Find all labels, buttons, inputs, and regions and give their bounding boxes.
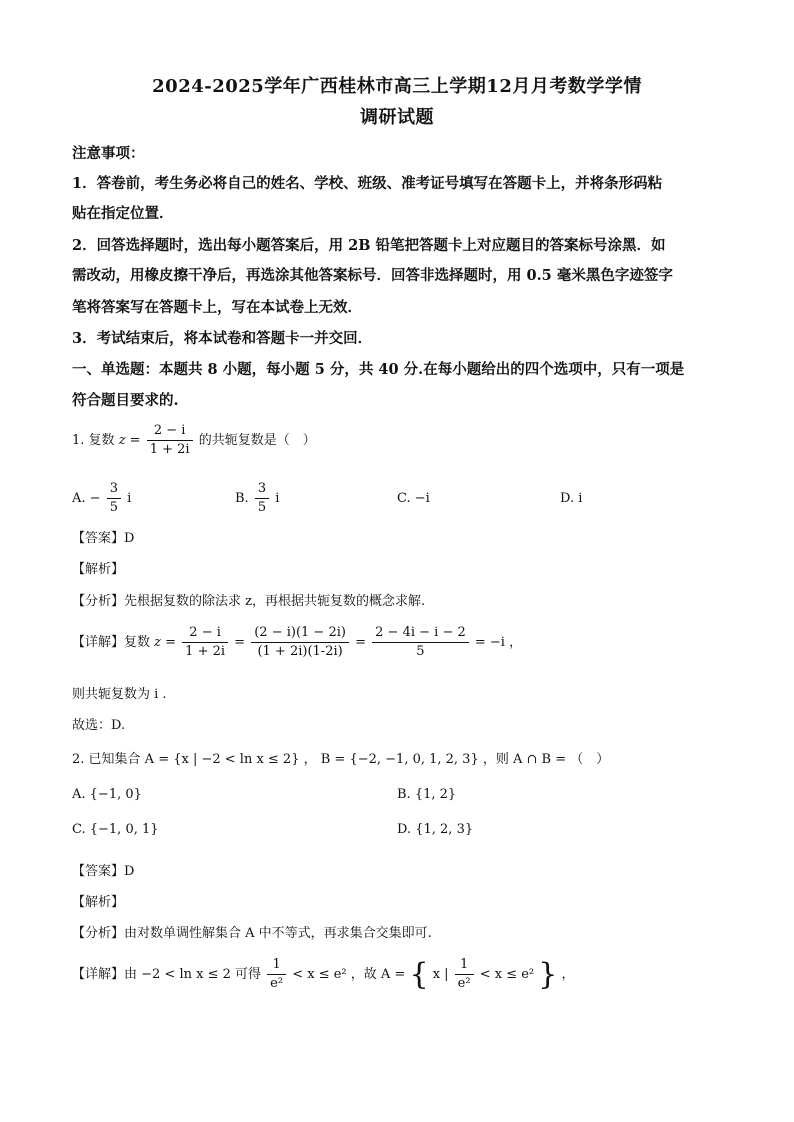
q2-set-frac-den: e² bbox=[457, 976, 471, 991]
q1-detail-result: = −i ， bbox=[474, 635, 523, 650]
q1-option-a bbox=[72, 480, 131, 517]
q1-detail-fraction-1 bbox=[182, 624, 228, 661]
q2-set-fraction bbox=[455, 956, 474, 993]
q2-detail-frac-den: e² bbox=[270, 976, 284, 991]
q1-suffix: 的共轭复数是（ ） bbox=[198, 433, 316, 448]
q1-option-c: C. −i bbox=[397, 491, 430, 506]
q1-detail-fraction-3 bbox=[372, 624, 469, 661]
q1-detail-f3-den: 5 bbox=[416, 644, 425, 659]
q1-option-a-num: 3 bbox=[107, 480, 121, 499]
q1-prefix: 1. 复数 bbox=[72, 433, 115, 448]
q2-set-left-brace: { bbox=[409, 957, 429, 992]
q1-denominator: 1 + 2i bbox=[149, 442, 190, 457]
q1-detail-f1-num: 2 − i bbox=[182, 624, 228, 643]
q1-numerator: 2 − i bbox=[147, 422, 193, 441]
q2-fenxi: 【分析】由对数单调性解集合 A 中不等式，再求集合交集即可. bbox=[72, 926, 432, 941]
q1-detail-prefix: 【详解】复数 bbox=[72, 635, 151, 650]
q1-option-a-den: 5 bbox=[109, 500, 118, 515]
q1-option-a-fraction bbox=[107, 480, 121, 517]
q1-detail-f3-num: 2 − 4i − i − 2 bbox=[372, 624, 469, 643]
q1-choice: 故选：D. bbox=[72, 718, 126, 733]
q1-option-b-den: 5 bbox=[257, 500, 267, 515]
q1-option-d: D. i bbox=[560, 491, 583, 506]
q1-stem bbox=[72, 422, 316, 459]
q2-detail-b: < x ≤ e² ，故 A = bbox=[292, 967, 406, 982]
q2-set-frac-num: 1 bbox=[455, 956, 474, 975]
q1-option-b-i: i bbox=[275, 491, 280, 506]
q1-option-b bbox=[235, 480, 279, 517]
q1-option-a-i: i bbox=[127, 491, 132, 506]
q1-detail-fraction-2 bbox=[251, 624, 349, 661]
q2-set-x: x | bbox=[432, 967, 449, 982]
section-1-line-a: 一、单选题：本题共 8 小题，每小题 5 分，共 40 分.在每小题给出的四个选项中，只有一项是 bbox=[72, 361, 685, 378]
notice-item-2a: 2．回答选择题时，选出每小题答案后，用 2B 铅笔把答题卡上对应题目的答案标号涂黑．如 bbox=[72, 237, 666, 254]
q2-stem: 2. 已知集合 A = {x | −2 < ln x ≤ 2} ， B = {−2, −1, 0, 1, 2, 3} ，则 A ∩ B = （ ） bbox=[72, 752, 610, 767]
q1-option-b-num: 3 bbox=[255, 480, 269, 499]
q1-option-a-label: A. bbox=[72, 491, 86, 506]
title-line-1: 2024-2025学年广西桂林市高三上学期12月月考数学学情 bbox=[152, 76, 642, 97]
q1-analysis: 【解析】 bbox=[72, 562, 125, 577]
q2-answer: 【答案】D bbox=[72, 864, 135, 879]
q2-option-c: C. {−1, 0, 1} bbox=[72, 822, 159, 837]
q2-analysis: 【解析】 bbox=[72, 895, 125, 910]
section-1-line-b: 符合题目要求的. bbox=[72, 392, 179, 409]
q1-detail-eq-2: = bbox=[355, 635, 366, 650]
q2-detail bbox=[72, 956, 575, 993]
q2-option-a: A. {−1, 0} bbox=[72, 787, 142, 802]
q1-fenxi: 【分析】先根据复数的除法求 z，再根据共轭复数的概念求解. bbox=[72, 594, 426, 609]
q1-detail-f1-den: 1 + 2i bbox=[185, 644, 226, 659]
notice-item-3: 3．考试结束后，将本试卷和答题卡一并交回． bbox=[72, 330, 373, 347]
q1-detail-f2-den: (1 + 2i)(1-2i) bbox=[257, 644, 343, 659]
notice-heading: 注意事项： bbox=[72, 145, 145, 162]
q1-detail bbox=[72, 624, 522, 661]
q1-detail-eq-1: = bbox=[234, 635, 246, 650]
q1-z: z = bbox=[118, 433, 141, 448]
q1-answer: 【答案】D bbox=[72, 531, 135, 546]
q1-option-b-label: B. bbox=[235, 491, 249, 506]
q1-conjugate: 则共轭复数为 i . bbox=[72, 687, 167, 702]
q1-option-b-fraction bbox=[255, 480, 269, 517]
title-line-2: 调研试题 bbox=[360, 107, 434, 128]
notice-item-1b: 贴在指定位置． bbox=[72, 205, 174, 222]
q2-detail-a: 【详解】由 −2 < ln x ≤ 2 可得 bbox=[72, 967, 262, 982]
q1-detail-f2-num: (2 − i)(1 − 2i) bbox=[251, 624, 349, 643]
q2-option-d: D. {1, 2, 3} bbox=[397, 822, 474, 837]
q1-detail-z: z = bbox=[154, 635, 177, 650]
notice-item-2c: 笔将答案写在答题卡上，写在本试卷上无效． bbox=[72, 299, 362, 316]
q2-detail-fraction bbox=[267, 956, 286, 993]
q2-set-comma: ， bbox=[561, 967, 575, 982]
q1-option-a-sign: − bbox=[89, 491, 101, 506]
q2-option-b: B. {1, 2} bbox=[397, 787, 457, 802]
q1-fraction bbox=[147, 422, 193, 459]
notice-item-1a: 1．答卷前，考生务必将自己的姓名、学校、班级、准考证号填写在答题卡上，并将条形码粘 bbox=[72, 175, 663, 192]
q2-detail-frac-num: 1 bbox=[267, 956, 286, 975]
q2-set-right-brace: } bbox=[538, 957, 558, 992]
notice-item-2b: 需改动，用橡皮擦干净后，再选涂其他答案标号．回答非选择题时，用 0.5 毫米黑色字迹签字 bbox=[72, 267, 673, 284]
q2-set-rest: < x ≤ e² bbox=[479, 967, 535, 982]
